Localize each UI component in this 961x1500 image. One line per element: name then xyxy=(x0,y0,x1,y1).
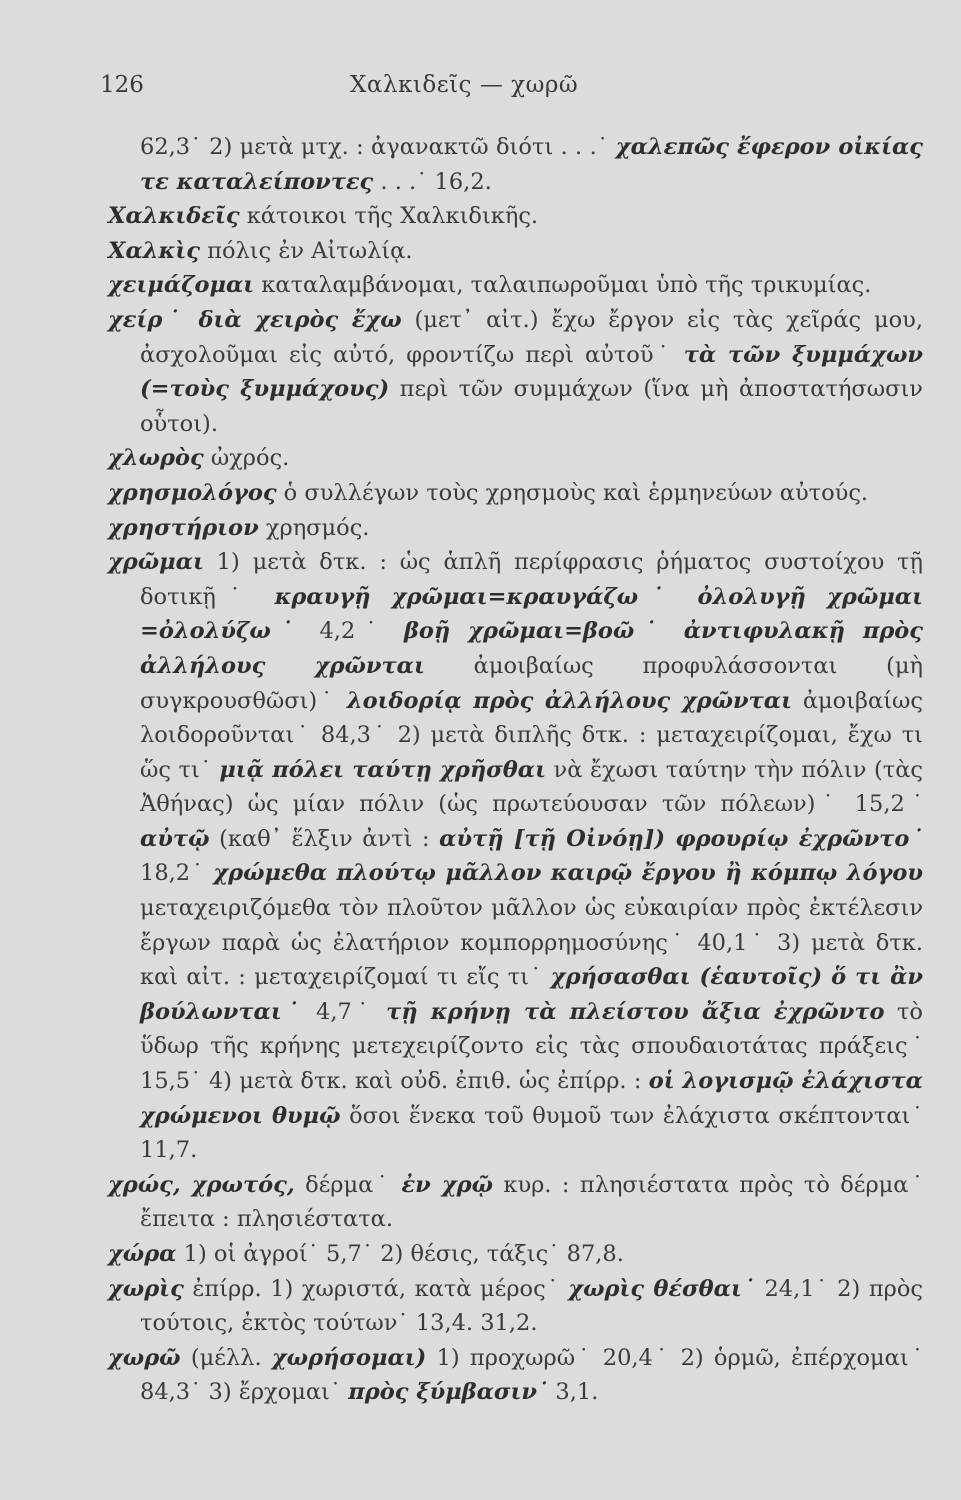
page-number: 126 xyxy=(100,72,144,98)
dictionary-entry xyxy=(108,1168,923,1237)
dictionary-entries xyxy=(108,130,923,1410)
headword: χωρὶς xyxy=(108,1275,184,1302)
definition-text: 4,2˙ xyxy=(302,618,404,645)
definition-text: 1) προχωρῶ˙ 20,4˙ 2) ὁρμῶ, ἐπέρχομαι˙ 84,3˙ 3) ἔρχομαι˙ xyxy=(140,1344,923,1406)
definition-text: ὁ συλλέγων τοὺς χρησμοὺς καὶ ἑρμηνεύων αὐτούς. xyxy=(276,479,869,506)
quotation: τῇ κρήνῃ τὰ πλείστου ἄξια ἐχρῶντο xyxy=(386,998,885,1025)
definition-text: 3,1. xyxy=(548,1379,599,1406)
quotation: κραυγῇ χρῶμαι=κραυγάζω˙ ὀλολυγῇ χρῶμαι =ὀλολύζω˙ xyxy=(140,583,923,645)
dictionary-entry xyxy=(108,441,923,476)
headword: χρησμολόγος xyxy=(108,479,277,506)
quotation: χωρὶς θέσθαι˙ xyxy=(568,1275,756,1302)
definition-text: 18,2˙ xyxy=(140,860,214,887)
definition-text: περὶ τῶν συμμάχων (ἵνα μὴ ἀποστατήσωσιν οὗτοι). xyxy=(140,376,923,437)
quotation: λοιδορίᾳ πρὸς ἀλλήλους χρῶνται xyxy=(346,687,792,714)
definition-text: ἐπίρρ. 1) χωριστά, κατὰ μέρος˙ xyxy=(183,1275,569,1302)
definition-text: μεταχειριζόμεθα τὸν πλοῦτον μᾶλλον ὡς εὐκαιρίαν πρὸς ἐκτέλεσιν ἔργων παρὰ ὡς ἐλατήριον κομπορρημοσύνης˙ 40,1˙ 3) μετὰ δτκ. καὶ αἰτ. : μεταχειρίζομαί τι εἴς τι˙ xyxy=(140,895,923,991)
dictionary-entry xyxy=(108,511,923,546)
definition-text: νὰ ἔχωσι ταύτην τὴν πόλιν (τὰς Ἀθήνας) ὡς μίαν πόλιν (ὡς πρωτεύουσαν τῶν πόλεων)˙ 15,2˙ xyxy=(140,756,923,818)
definition-text: ὠχρός. xyxy=(203,445,290,472)
quotation: αὐτῷ xyxy=(140,825,210,852)
headword: χώρα xyxy=(108,1241,177,1267)
quotation: χαλεπῶς ἔφερον οἰκίας τε καταλείποντες xyxy=(140,134,923,195)
quotation: τὰ τῶν ξυμμάχων (=τοὺς ξυμμάχους) xyxy=(140,341,923,403)
dictionary-entry xyxy=(108,1237,923,1272)
definition-text: πόλις ἐν Αἰτωλίᾳ. xyxy=(200,237,413,264)
running-head: Χαλκιδεῖς — χωρῶ xyxy=(350,72,579,98)
definition-text: (μέλλ. xyxy=(180,1344,272,1371)
headword: χωρῶ xyxy=(108,1344,181,1371)
dictionary-entry xyxy=(108,1341,923,1410)
headword: Χαλκιδεῖς xyxy=(108,203,240,230)
entry-continuation xyxy=(108,130,923,199)
definition-text: τὸ ὕδωρ τῆς κρήνης μετεχειρίζοντο εἰς τὰς σπουδαιοτάτας πράξεις˙ 15,5˙ 4) μετὰ δτκ. καὶ οὐδ. ἐπιθ. ὡς ἐπίρρ. : xyxy=(140,998,923,1095)
headword: χρώς, χρωτός, xyxy=(108,1171,295,1198)
quotation: χρώμεθα πλούτῳ μᾶλλον καιρῷ ἔργου ἢ κόμπῳ λόγου xyxy=(213,860,924,887)
dictionary-entry xyxy=(108,476,923,511)
quotation: βοῇ χρῶμαι=βοῶ˙ ἀντιφυλακῇ πρὸς ἀλλήλους χρῶνται xyxy=(140,618,924,679)
definition-text: 62,3˙ 2) μετὰ μτχ. : ἀγανακτῶ διότι . . .˙ xyxy=(140,134,616,160)
definition-text: ἀμοιβαίως προφυλάσσονται (μὴ συγκρουσθῶσι)˙ xyxy=(140,652,923,714)
definition-text: ἀμοιβαίως λοιδοροῦνται˙ 84,3˙ 2) μετὰ διπλῆς δτκ. : μεταχειρίζομαι, ἔχω τι ὥς τι˙ xyxy=(140,687,923,783)
dictionary-entry xyxy=(108,234,923,269)
dictionary-entry xyxy=(108,545,923,1168)
quotation: ἐν χρῷ xyxy=(401,1171,494,1198)
definition-text: (μετ᾽ αἰτ.) ἔχω ἔργον εἰς τὰς χεῖράς μου, ἀσχολοῦμαι εἰς αὐτό, φροντίζω περὶ αὐτοῦ˙ xyxy=(140,306,923,368)
definition-text: καταλαμβάνομαι, ταλαιπωροῦμαι ὑπὸ τῆς τρικυμίας. xyxy=(254,272,872,299)
definition-text: κάτοικοι τῆς Χαλκιδικῆς. xyxy=(239,203,539,230)
headword: χρηστήριον xyxy=(108,514,259,541)
definition-text: 1) οἱ ἀγροί˙ 5,7˙ 2) θέσις, τάξις˙ 87,8. xyxy=(176,1241,624,1267)
definition-text: (καθ᾽ ἕλξιν ἀντὶ : xyxy=(209,825,440,852)
quotation: αὐτῇ [τῇ Οἰνόῃ]) φρουρίῳ ἐχρῶντο˙ xyxy=(439,825,923,852)
definition-text: . . .˙ 16,2. xyxy=(373,168,492,195)
dictionary-entry xyxy=(108,199,923,234)
headword: χείρ˙ διὰ χειρὸς ἔχω xyxy=(108,306,402,333)
definition-text: δέρμα˙ xyxy=(294,1171,402,1198)
headword: χειμάζομαι xyxy=(108,272,255,299)
page-header xyxy=(100,72,860,108)
headword: χρῶμαι xyxy=(108,549,204,576)
definition-text: ὅσοι ἕνεκα τοῦ θυμοῦ των ἐλάχιστα σκέπτονται˙ 11,7. xyxy=(140,1102,923,1164)
headword: Χαλκὶς xyxy=(108,237,200,264)
quotation: πρὸς ξύμβασιν˙ xyxy=(348,1379,549,1406)
definition-text: κυρ. : πλησιέστατα πρὸς τὸ δέρμα˙ ἔπειτα : πλησιέστατα. xyxy=(140,1171,923,1233)
quotation: χρήσασθαι (ἑαυτοῖς) ὅ τι ἂν βούλωνται˙ xyxy=(140,964,923,1025)
quotation: μιᾷ πόλει ταύτῃ χρῆσθαι xyxy=(219,756,546,783)
dictionary-entry xyxy=(108,303,923,441)
quotation: οἱ λογισμῷ ἐλάχιστα χρώμενοι θυμῷ xyxy=(140,1068,923,1129)
definition-text: 24,1˙ 2) πρὸς τούτοις, ἐκτὸς τούτων˙ 13,4. 31,2. xyxy=(140,1275,923,1337)
dictionary-entry xyxy=(108,1272,923,1341)
dictionary-entry xyxy=(108,268,923,303)
headword: χλωρὸς xyxy=(108,445,204,472)
definition-text: χρησμός. xyxy=(258,514,370,541)
quotation: χωρήσομαι) xyxy=(271,1344,427,1371)
definition-text: 4,7˙ xyxy=(303,998,387,1025)
definition-text: 1) μετὰ δτκ. : ὡς ἁπλῆ περίφρασις ῥήματος συστοίχου τῇ δοτικῇ˙ xyxy=(140,549,923,610)
